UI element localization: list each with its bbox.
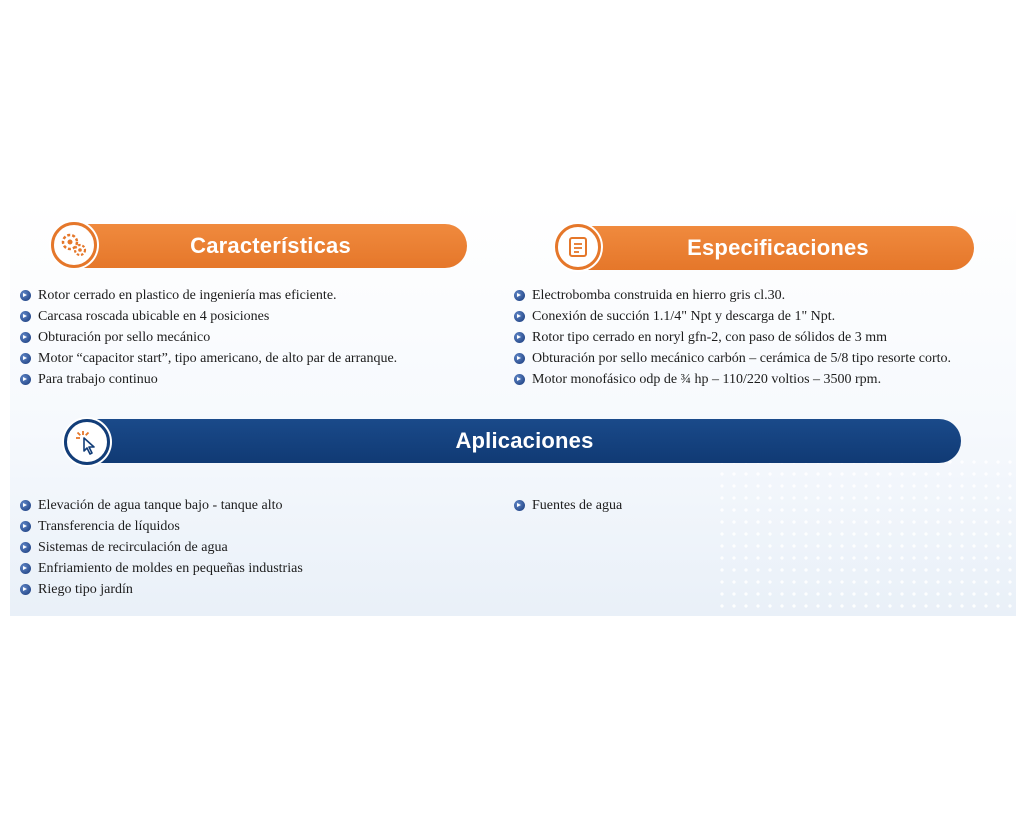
arrow-bullet-icon	[514, 374, 525, 385]
arrow-bullet-icon	[514, 290, 525, 301]
caracteristicas-title: Características	[190, 233, 351, 258]
arrow-bullet-icon	[20, 521, 31, 532]
decorative-dot-pattern	[716, 456, 1016, 616]
especificaciones-badge	[555, 224, 601, 270]
arrow-bullet-icon	[20, 500, 31, 511]
especificaciones-list	[514, 285, 951, 390]
list-item: Conexión de succión 1.1/4" Npt y descarga de 1" Npt.	[514, 306, 951, 327]
caracteristicas-banner	[74, 224, 467, 268]
list-item: Motor monofásico odp de ¾ hp – 110/220 voltios – 3500 rpm.	[514, 369, 951, 390]
list-item: Fuentes de agua	[514, 495, 622, 516]
arrow-bullet-icon	[514, 353, 525, 364]
list-item: Sistemas de recirculación de agua	[20, 537, 303, 558]
arrow-bullet-icon	[20, 311, 31, 322]
arrow-bullet-icon	[20, 542, 31, 553]
list-item: Obturación por sello mecánico	[20, 327, 397, 348]
caracteristicas-badge	[51, 222, 97, 268]
list-item: Elevación de agua tanque bajo - tanque alto	[20, 495, 303, 516]
list-item: Obturación por sello mecánico carbón – cerámica de 5/8 tipo resorte corto.	[514, 348, 951, 369]
arrow-bullet-icon	[20, 374, 31, 385]
document-icon	[565, 234, 591, 260]
aplicaciones-list-right	[514, 495, 622, 516]
arrow-bullet-icon	[20, 584, 31, 595]
arrow-bullet-icon	[514, 500, 525, 511]
especificaciones-banner	[582, 226, 974, 270]
arrow-bullet-icon	[20, 563, 31, 574]
cursor-click-icon	[73, 428, 101, 456]
list-item: Transferencia de líquidos	[20, 516, 303, 537]
list-item: Electrobomba construida en hierro gris cl.30.	[514, 285, 951, 306]
list-item: Riego tipo jardín	[20, 579, 303, 600]
arrow-bullet-icon	[514, 311, 525, 322]
aplicaciones-list-left	[20, 495, 303, 600]
list-item: Carcasa roscada ubicable en 4 posiciones	[20, 306, 397, 327]
gears-icon	[59, 230, 89, 260]
caracteristicas-list	[20, 285, 397, 390]
list-item: Enfriamiento de moldes en pequeñas industrias	[20, 558, 303, 579]
aplicaciones-title: Aplicaciones	[455, 428, 594, 453]
arrow-bullet-icon	[20, 353, 31, 364]
list-item: Rotor tipo cerrado en noryl gfn-2, con paso de sólidos de 3 mm	[514, 327, 951, 348]
arrow-bullet-icon	[514, 332, 525, 343]
list-item: Para trabajo continuo	[20, 369, 397, 390]
aplicaciones-banner	[88, 419, 961, 463]
list-item: Rotor cerrado en plastico de ingeniería mas eficiente.	[20, 285, 397, 306]
arrow-bullet-icon	[20, 290, 31, 301]
list-item: Motor “capacitor start”, tipo americano, de alto par de arranque.	[20, 348, 397, 369]
arrow-bullet-icon	[20, 332, 31, 343]
especificaciones-title: Especificaciones	[687, 235, 869, 260]
aplicaciones-badge	[64, 419, 110, 465]
